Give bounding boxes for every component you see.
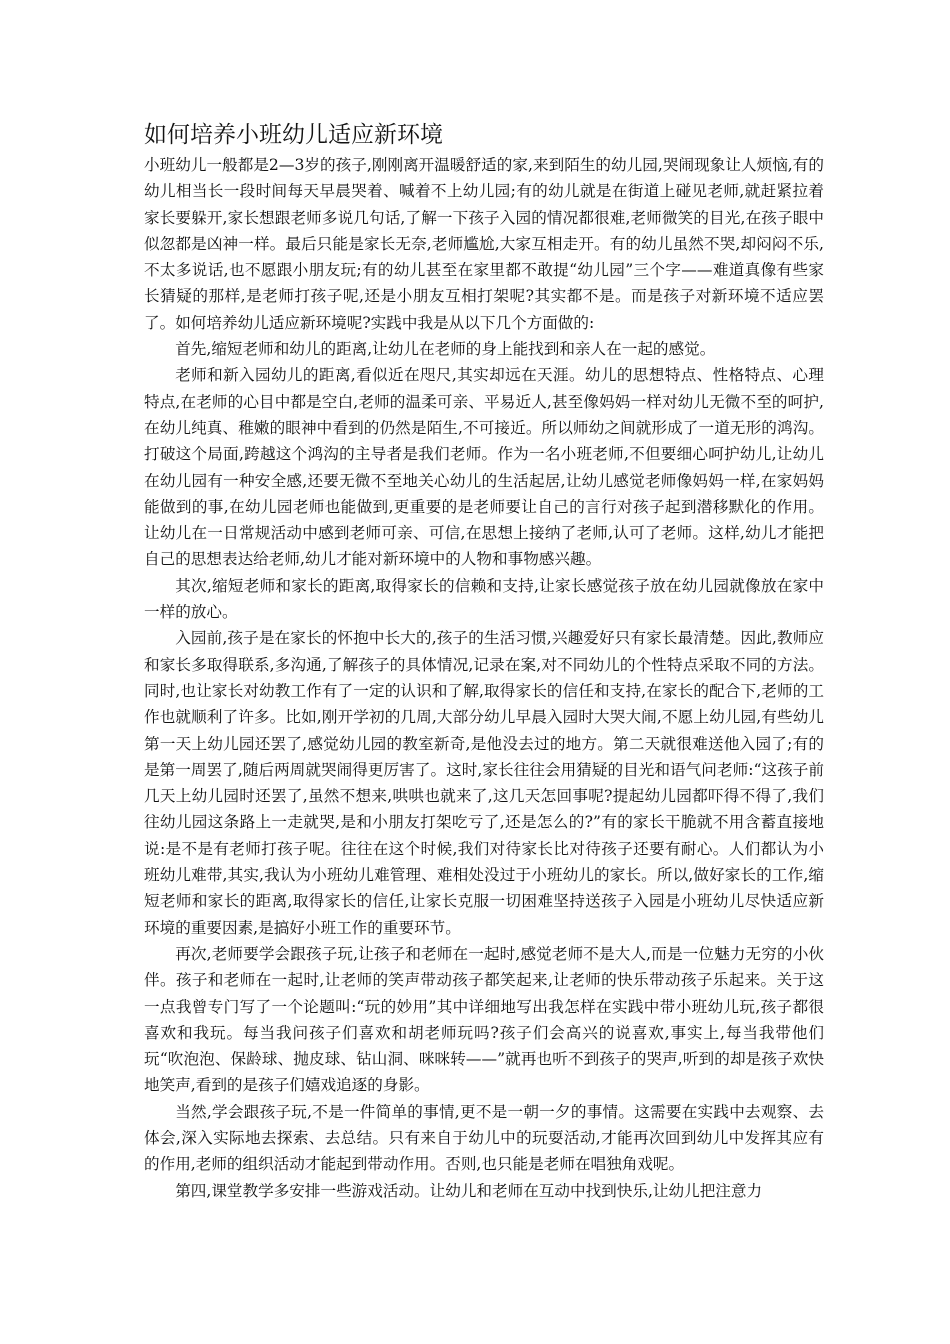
paragraph-parents: 入园前,孩子是在家长的怀抱中长大的,孩子的生活习惯,兴趣爱好只有家长最清楚。因此,教师应和家长多取得联系,多沟通,了解孩子的具体情况,记录在案,对不同幼儿的个性特点采取不同的方法。同时,也让家长对幼教工作有了一定的认识和了解,取得家长的信任和支持,在家长的配合下,老师的工作也就顺利了许多。比如,刚开学初的几周,大部分幼儿早晨入园时大哭大闹,不愿上幼儿园,有些幼儿第一天上幼儿园还罢了,感觉幼儿园的教室新奇,是他没去过的地方。第二天就很难送他入园了;有的是第一周罢了,随后两周就哭闹得更厉害了。这时,家长往往会用猜疑的目光和语气问老师:“这孩子前几天上幼儿园时还罢了,虽然不想来,哄哄也就来了,这几天怎回事呢?提起幼儿园都吓得不得了,我们往幼儿园这条路上一走就哭,是和小朋友打架吃亏了,还是怎么的?”有的家长干脆就不用含蓄直接地说:是不是有老师打孩子呢。往往在这个时候,我们对待家长比对待孩子还要有耐心。人们都认为小班幼儿难带,其实,我认为小班幼儿难管理、难相处没过于小班幼儿的家长。所以,做好家长的工作,缩短老师和家长的距离,取得家长的信任,让家长克服一切困难坚持送孩子入园是小班幼儿尽快适应新环境的重要因素,是搞好小班工作的重要环节。: [144, 629, 824, 937]
paragraph-fourth-point: 第四,课堂教学多安排一些游戏活动。让幼儿和老师在互动中找到快乐,让幼儿把注意力: [175, 1181, 763, 1200]
document-title: 如何培养小班幼儿适应新环境: [144, 122, 443, 148]
document-body: [144, 118, 824, 1204]
paragraph-intro: 小班幼儿一般都是2—3岁的孩子,刚刚离开温暖舒适的家,来到陌生的幼儿园,哭闹现象让人烦恼,有的幼儿相当长一段时间每天早晨哭着、喊着不上幼儿园;有的幼儿就是在街道上碰见老师,就赶紧拉着家长要躲开,家长想跟老师多说几句话,了解一下孩子入园的情况都很难,老师微笑的目光,在孩子眼中似忽都是凶神一样。最后只能是家长无奈,老师尴尬,大家互相走开。有的幼儿虽然不哭,却闷闷不乐,不太多说话,也不愿跟小朋友玩;有的幼儿甚至在家里都不敢提“幼儿园”三个字——难道真像有些家长猜疑的那样,是老师打孩子呢,还是小朋友互相打架呢?其实都不是。而是孩子对新环境不适应罢了。如何培养幼儿适应新环境呢?实践中我是从以下几个方面做的:: [144, 156, 824, 332]
paragraph-second-point: 其次,缩短老师和家长的距离,取得家长的信赖和支持,让家长感觉孩子放在幼儿园就像放在家中一样的放心。: [144, 576, 824, 622]
paragraph-third-point: 再次,老师要学会跟孩子玩,让孩子和老师在一起时,感觉老师不是大人,而是一位魅力无穷的小伙伴。孩子和老师在一起时,让老师的笑声带动孩子都笑起来,让老师的快乐带动孩子乐起来。关于这一点我曾专门写了一个论题叫:“玩的妙用”其中详细地写出我怎样在实践中带小班幼儿玩,孩子都很喜欢和我玩。每当我问孩子们喜欢和胡老师玩吗?孩子们会高兴的说喜欢,事实上,每当我带他们玩“吹泡泡、保龄球、抛皮球、钻山洞、咪咪转——”就再也听不到孩子的哭声,听到的却是孩子欢快地笑声,看到的是孩子们嬉戏追逐的身影。: [144, 944, 824, 1095]
paragraph-first-point: 首先,缩短老师和幼儿的距离,让幼儿在老师的身上能找到和亲人在一起的感觉。: [175, 340, 716, 359]
paragraph-playing: 当然,学会跟孩子玩,不是一件简单的事情,更不是一朝一夕的事情。这需要在实践中去观察、去体会,深入实际地去探索、去总结。只有来自于幼儿中的玩耍活动,才能再次回到幼儿中发挥其应有的作用,老师的组织活动才能起到带动作用。否则,也只能是老师在唱独角戏呢。: [144, 1102, 824, 1174]
paragraph-teacher-child-distance: 老师和新入园幼儿的距离,看似近在咫尺,其实却远在天涯。幼儿的思想特点、性格特点、心理特点,在老师的心目中都是空白,老师的温柔可亲、平易近人,甚至像妈妈一样对幼儿无微不至的呵护,在幼儿纯真、稚嫩的眼神中看到的仍然是陌生,不可接近。所以师幼之间就形成了一道无形的鸿沟。打破这个局面,跨越这个鸿沟的主导者是我们老师。作为一名小班老师,不但要细心呵护幼儿,让幼儿在幼儿园有一种安全感,还要无微不至地关心幼儿的生活起居,让幼儿感觉老师像妈妈一样,在家妈妈能做到的事,在幼儿园老师也能做到,更重要的是老师要让自己的言行对孩子起到潜移默化的作用。让幼儿在一日常规活动中感到老师可亲、可信,在思想上接纳了老师,认可了老师。这样,幼儿才能把自己的思想表达给老师,幼儿才能对新环境中的人物和事物感兴趣。: [144, 366, 824, 569]
